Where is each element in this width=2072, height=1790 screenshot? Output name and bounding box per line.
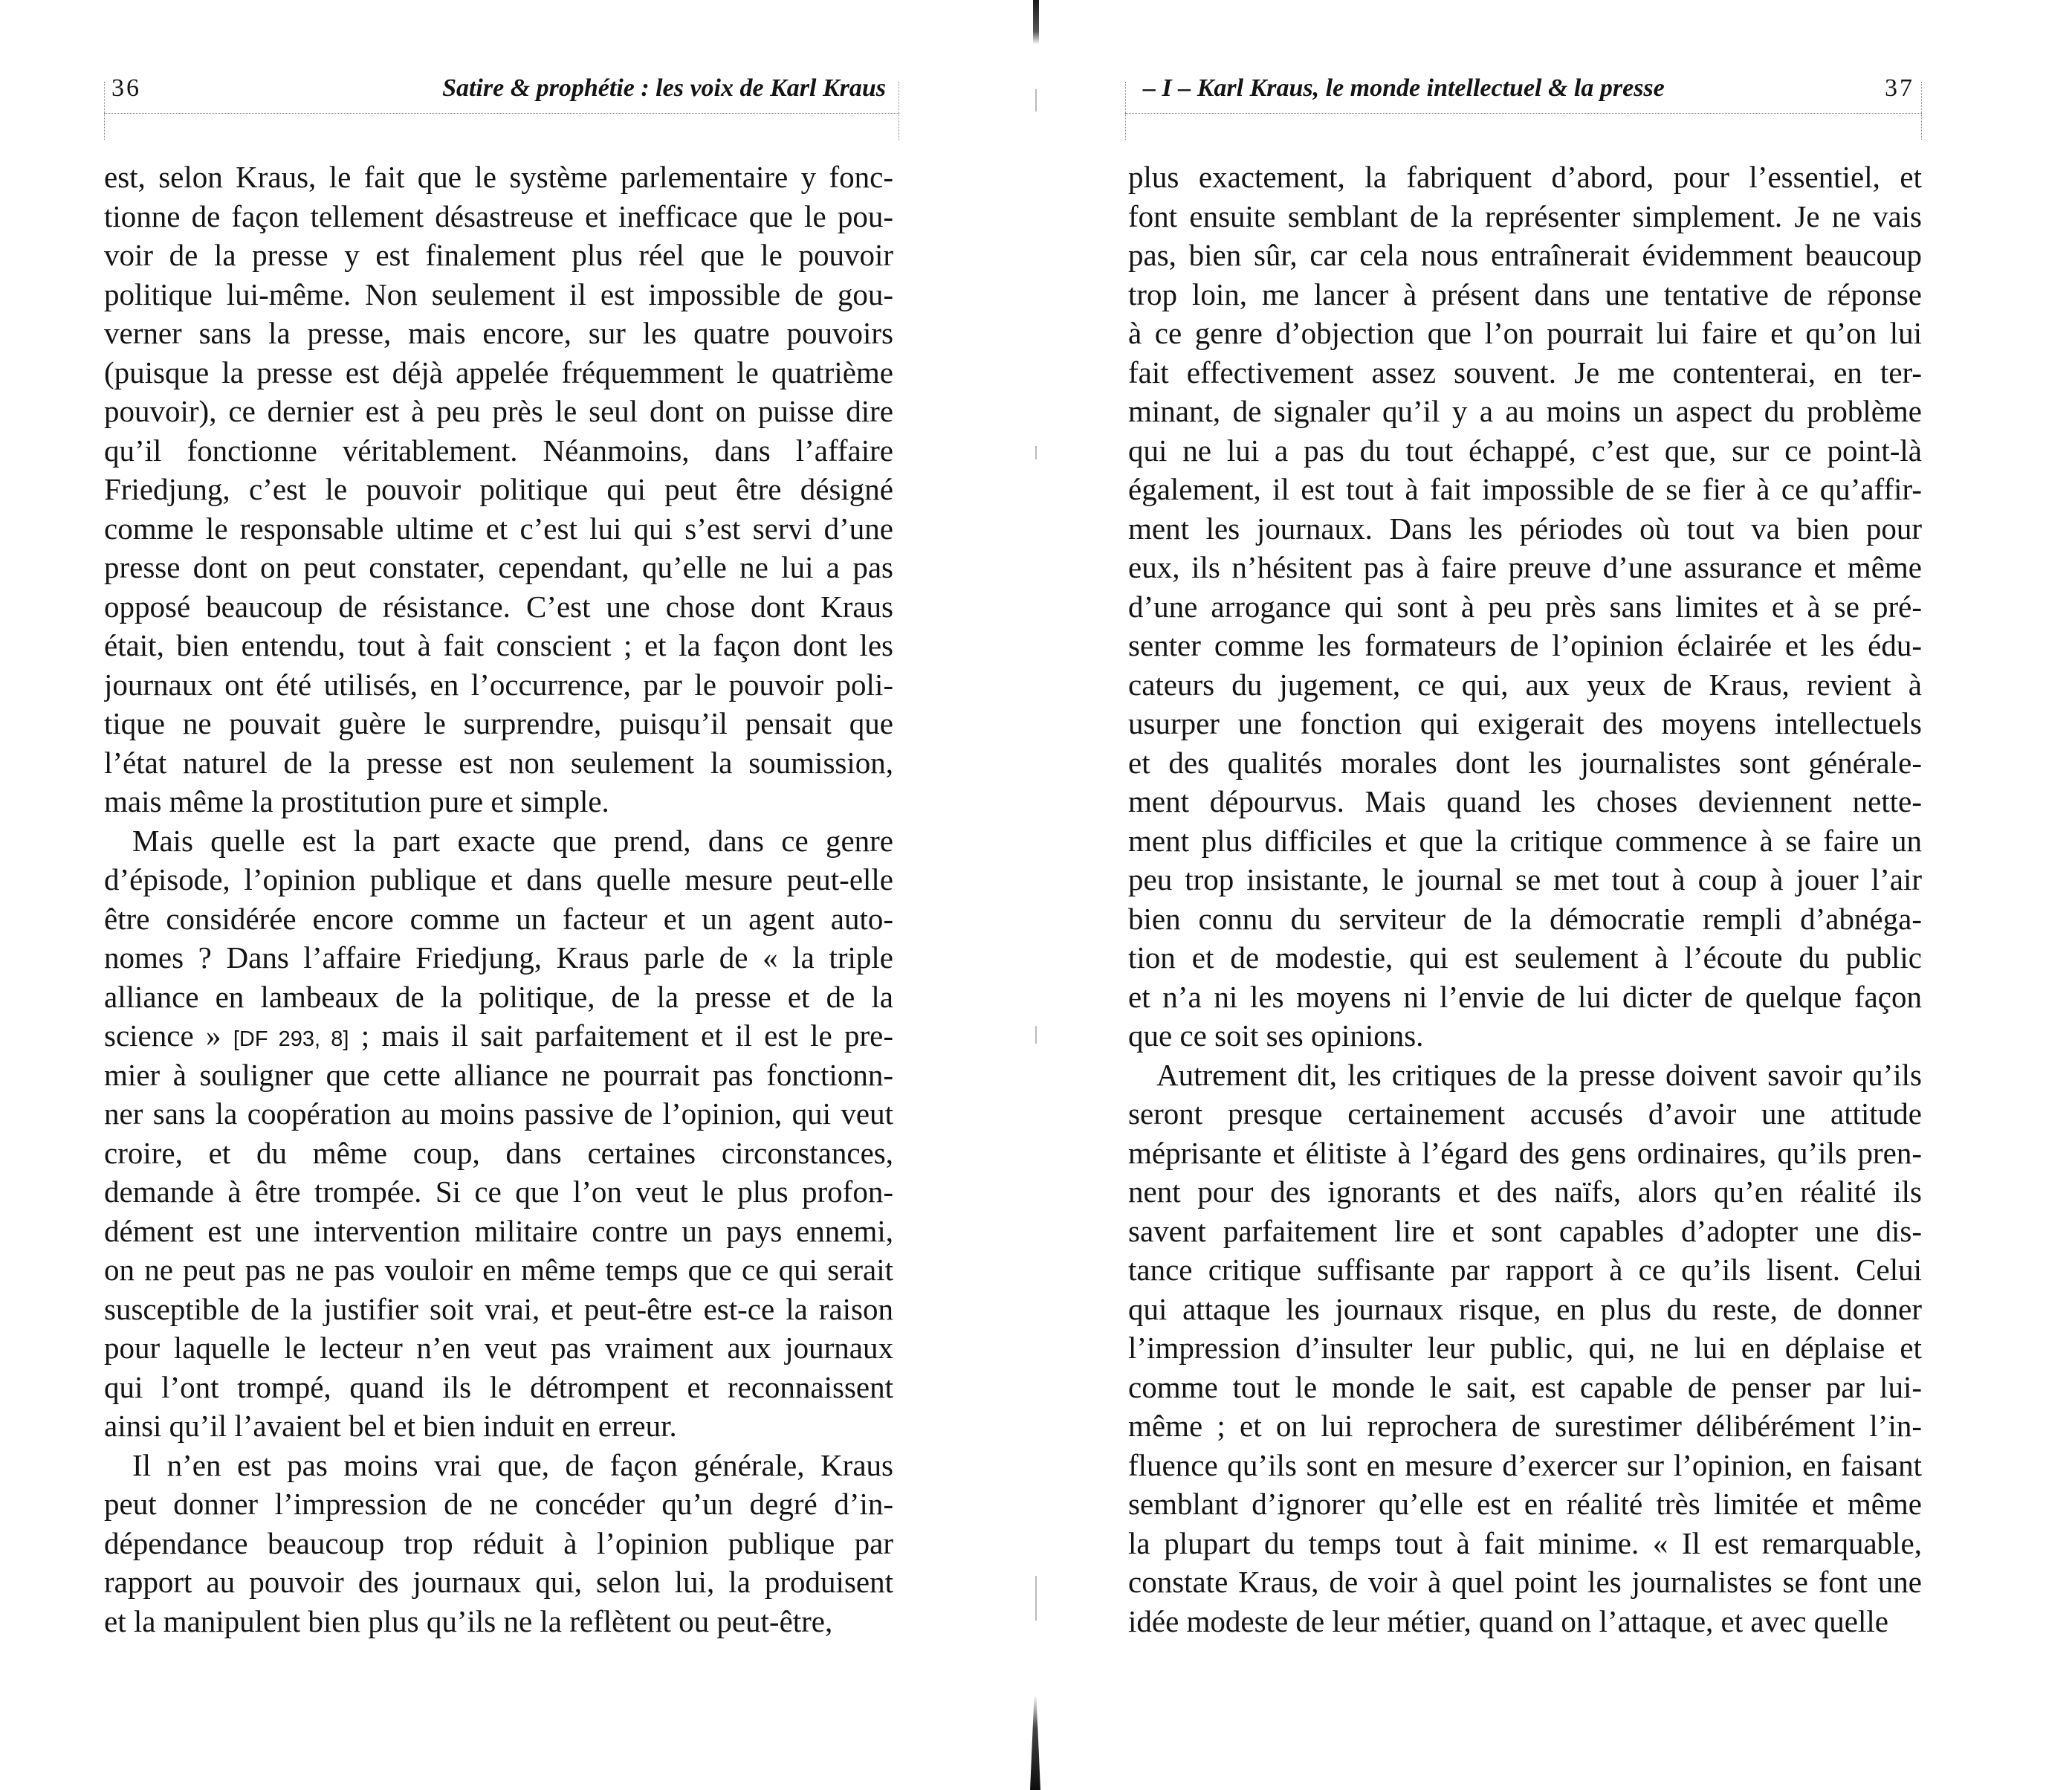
text-line: croire, et du même coup, dans certaines circonstances, [104,1135,893,1170]
text-line: et des qualités morales dont les journalistes sont générale- [1128,745,1922,780]
right-running-head [1125,71,1922,109]
text-line: alliance en lambeaux de la politique, de la presse et de la [104,979,893,1014]
text-line: font ensuite semblant de la représenter simplement. Je ne vais [1128,198,1922,233]
text-line: ner sans la coopération au moins passive de l’opinion, qui veut [104,1096,893,1131]
page-number: 37 [1885,74,1914,102]
text-line: était, bien entendu, tout à fait conscient ; et la façon dont les [104,628,893,662]
text-line: Il n’en est pas moins vrai que, de façon générale, Kraus [132,1447,893,1482]
text-line: Mais quelle est la part exacte que prend, dans ce genre [132,823,893,858]
text-line: minant, de signaler qu’il y a au moins un aspect du problème [1128,394,1922,428]
text-line: trop loin, me lancer à présent dans une tentative de réponse [1128,277,1922,311]
text-line: eux, ils n’hésitent pas à faire preuve d’une assurance et même [1128,550,1922,584]
text-line: seront presque certainement accusés d’avoir une attitude [1128,1096,1922,1131]
right-page [1036,0,2072,1790]
text-line: idée modeste de leur métier, quand on l’attaque, et avec quelle [1128,1603,1888,1638]
text-line: dément est une intervention militaire contre un pays ennemi, [104,1213,893,1248]
text-line: tance critique suffisante par rapport à ce qu’ils lisent. Celui [1128,1253,1922,1287]
text-line: on ne peut pas ne pas vouloir en même temps que ce qui serait [104,1253,893,1287]
text-line: mais même la prostitution pure et simple. [104,784,609,818]
text-line: tion et de modestie, qui est seulement à l’écoute du public [1128,940,1922,975]
text-line: fluence qu’ils sont en mesure d’exercer sur l’opinion, en faisant [1128,1447,1922,1482]
crop-mark [1921,82,1922,140]
text-line: qui ne lui a pas du tout échappé, c’est que, sur ce point-là [1128,433,1922,468]
text-line: l’impression d’insulter leur public, qui, ne lui en déplaise et [1128,1331,1922,1365]
text-line: cateurs du jugement, ce qui, aux yeux de Kraus, revient à [1128,667,1922,702]
text-line: d’une arrogance qui sont à peu près sans limites et à se pré- [1128,589,1922,624]
text-line: presse dont on peut constater, cependant, qu’elle ne lui a pas [104,550,893,584]
citation-reference: [DF 293, 8] [233,1027,349,1051]
text-line: qu’il fonctionne véritablement. Néanmoins, dans l’affaire [104,433,893,468]
text-line: même ; et on lui reprochera de surestimer délibérément l’in- [1128,1409,1922,1443]
text-line: semblant d’ignorer qu’elle est en réalité très limitée et même [1128,1487,1922,1521]
text-line: qui l’ont trompé, quand ils le détrompent et reconnaissent [104,1369,893,1404]
text-line: ment plus difficiles et que la critique commence à se faire un [1128,823,1922,858]
text-line: (puisque la presse est déjà appelée fréquemment le quatrième [104,355,893,390]
text-line: dépendance beaucoup trop réduit à l’opinion publique par [104,1525,893,1560]
text-line: l’état naturel de la presse est non seulement la soumission, [104,745,893,780]
paragraph [1128,1056,1922,1641]
text-line: senter comme les formateurs de l’opinion éclairée et les édu- [1128,628,1922,662]
text-line: Autrement dit, les critiques de la presse doivent savoir qu’ils [1156,1057,1922,1092]
text-line: savent parfaitement lire et sont capables d’adopter une dis- [1128,1213,1922,1248]
running-title: Satire & prophétie : les voix de Karl Kraus [442,74,886,102]
crop-mark [1125,82,1126,140]
text-line: ainsi qu’il l’avaient bel et bien induit en erreur. [104,1409,677,1443]
text-line: pouvoir), ce dernier est à peu près le seul dont on puisse dire [104,394,893,428]
header-rule [1125,113,1922,114]
text-line: et n’a ni les moyens ni l’envie de lui dicter de quelque façon [1128,979,1922,1014]
text-line: tionne de façon tellement désastreuse et inefficace que le pou- [104,198,893,233]
text-line: Friedjung, c’est le pouvoir politique qui peut être désigné [104,472,893,506]
text-line: est, selon Kraus, le fait que le système parlementaire y fonc- [104,160,893,194]
text-line: plus exactement, la fabriquent d’abord, pour l’essentiel, et [1128,160,1922,194]
text-line: rapport au pouvoir des journaux qui, selon lui, la produisent [104,1565,893,1599]
text-line: tique ne pouvait guère le surprendre, puisqu’il pensait que [104,706,893,740]
text-line: peu trop insistante, le journal se met tout à coup à jouer l’air [1128,862,1922,896]
text-line: fait effectivement assez souvent. Je me contenterai, en ter- [1128,355,1922,390]
text-line: ment les journaux. Dans les périodes où tout va bien pour [1128,511,1922,546]
text-line: bien connu du serviteur de la démocratie rempli d’abnéga- [1128,901,1922,936]
text-line: journaux ont été utilisés, en l’occurrence, par le pouvoir poli- [104,667,893,702]
running-title: – I – Karl Kraus, le monde intellectuel & la presse [1143,74,1665,102]
text-line: ment dépourvus. Mais quand les choses deviennent nette- [1128,784,1922,818]
text-line: également, il est tout à fait impossible de se fier à ce qu’affir- [1128,472,1922,506]
header-rule [104,113,899,114]
text-line: à ce genre d’objection que l’on pourrait lui faire et qu’on lui [1128,316,1922,350]
text-line: usurper une fonction qui exigerait des moyens intellectuels [1128,706,1922,740]
text-line: verner sans la presse, mais encore, sur les quatre pouvoirs [104,316,893,350]
text-line: nomes ? Dans l’affaire Friedjung, Kraus parle de « la triple [104,940,893,975]
crop-mark [104,82,105,140]
text-line: mier à souligner que cette alliance ne pourrait pas fonctionn- [104,1057,893,1092]
text-line: voir de la presse y est finalement plus réel que le pouvoir [104,238,893,272]
text-line: et la manipulent bien plus qu’ils ne la reflètent ou peut-être, [104,1603,833,1638]
left-body-text [104,158,893,1641]
text-line: la plupart du temps tout à fait minime. « Il est remarquable, [1128,1525,1922,1560]
text-line: être considérée encore comme un facteur et un agent auto- [104,901,893,936]
text-line: méprisante et élitiste à l’égard des gens ordinaires, qu’ils pren- [1128,1135,1922,1170]
text-line: d’épisode, l’opinion publique et dans quelle mesure peut-elle [104,862,893,896]
paragraph [104,158,893,821]
text-line: qui attaque les journaux risque, en plus du reste, de donner [1128,1291,1922,1326]
paragraph [104,821,893,1446]
text-line: nent pour des ignorants et des naïfs, alors qu’en réalité ils [1128,1175,1922,1209]
text-line: opposé beaucoup de résistance. C’est une chose dont Kraus [104,589,893,624]
text-line: politique lui-même. Non seulement il est impossible de gou- [104,277,893,311]
text-line: peut donner l’impression de ne concéder qu’un degré d’in- [104,1487,893,1521]
paragraph [104,1446,893,1641]
paragraph [1128,158,1922,1056]
right-body-text [1128,158,1922,1641]
text-line: pour laquelle le lecteur n’en veut pas vraiment aux journaux [104,1331,893,1365]
text-line: comme tout le monde le sait, est capable de penser par lui- [1128,1369,1922,1404]
text-line: demande à être trompée. Si ce que l’on veut le plus profon- [104,1175,893,1209]
text-line: que ce soit ses opinions. [1128,1018,1424,1053]
text-line: constate Kraus, de voir à quel point les journalistes se font une [1128,1565,1922,1599]
text-line: comme le responsable ultime et c’est lui qui s’est servi d’une [104,511,893,546]
left-running-head [104,71,899,109]
text-line: pas, bien sûr, car cela nous entraînerait évidemment beaucoup [1128,238,1922,272]
page-number: 36 [111,74,141,102]
text-line: science » [DF 293, 8] ; mais il sait parfaitement et il est le pre- [104,1018,893,1053]
text-line: susceptible de la justifier soit vrai, et peut-être est-ce la raison [104,1291,893,1326]
